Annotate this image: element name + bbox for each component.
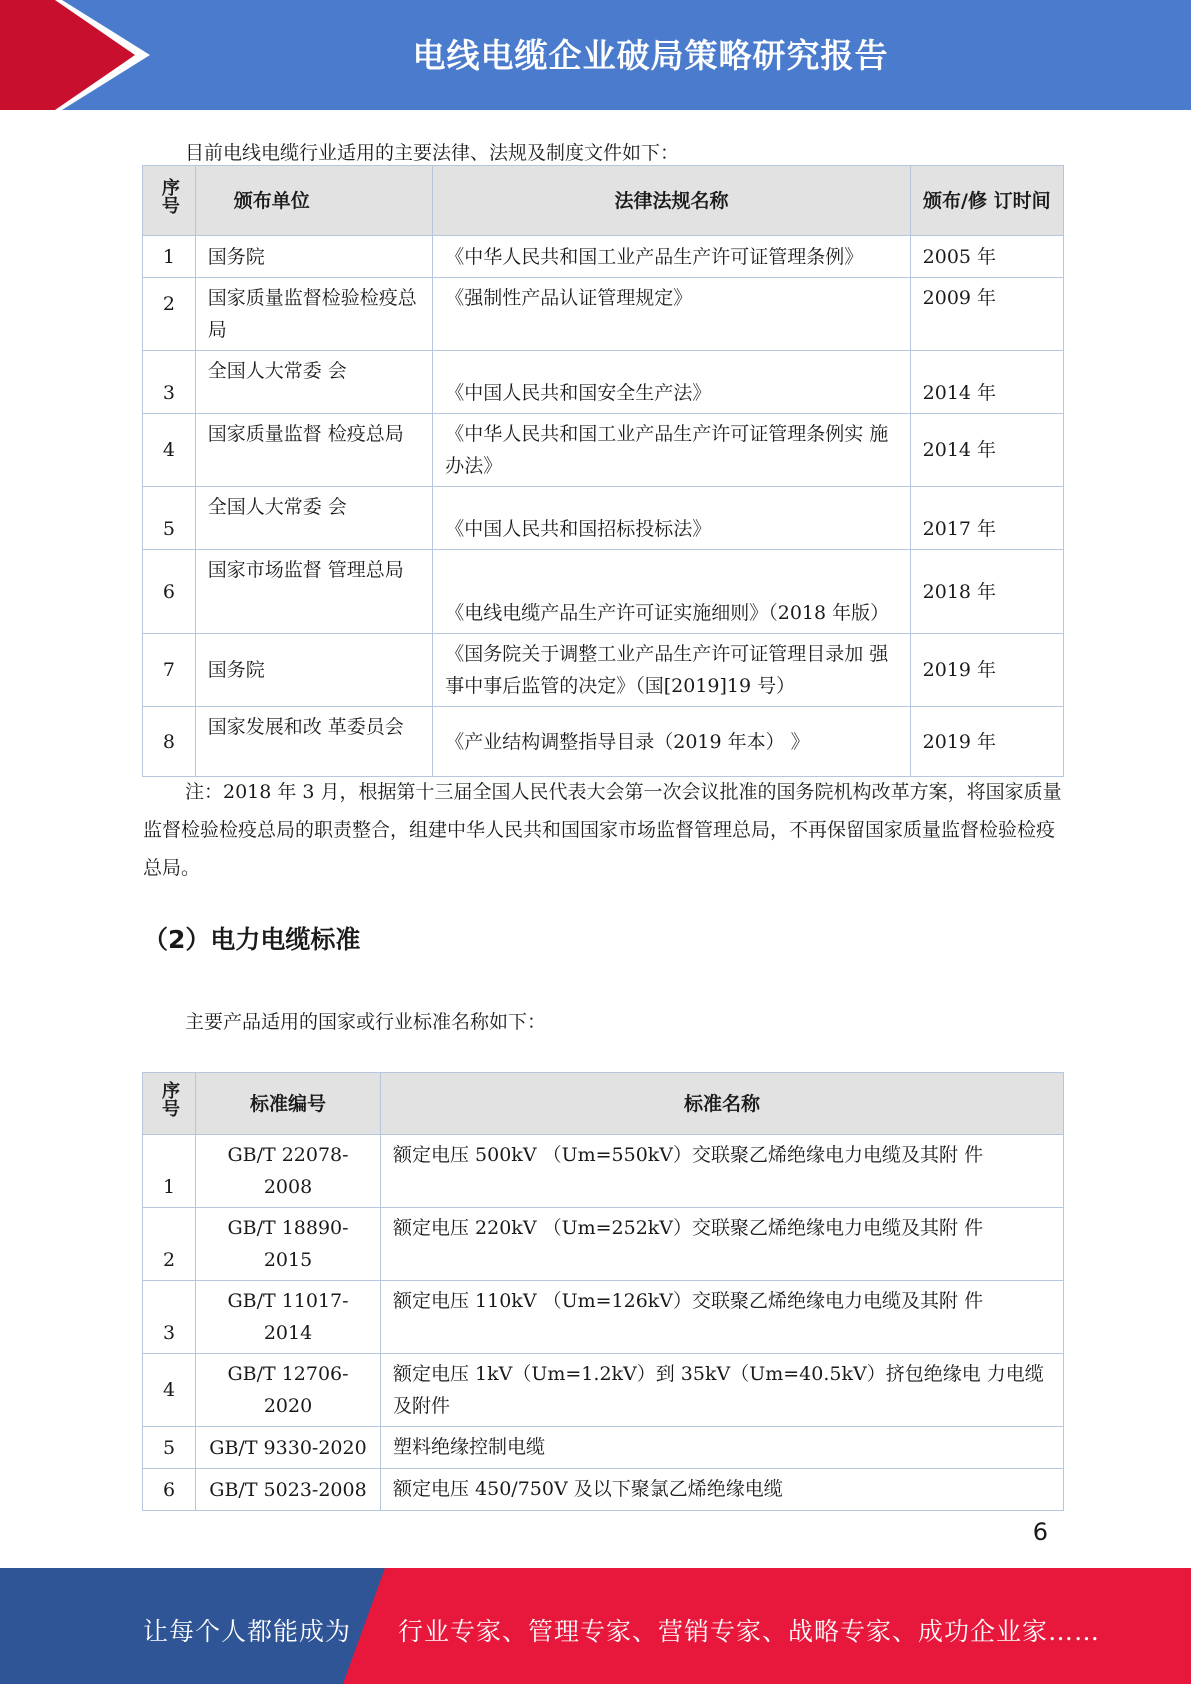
header-unit: 颁布单位 (195, 166, 433, 236)
restructuring-note: 注：2018 年 3 月，根据第十三届全国人民代表大会第一次会议批准的国务院机构改革方案，将国家质量监督检验检疫总局的职责整合，组建中华人民共和国国家市场监督管理总局，不再保留国家质量监督检验检疫总局。 (143, 781, 1062, 879)
header-standard-name: 标准名称 (381, 1073, 1064, 1135)
table-row: 1 GB/T 22078-2008 额定电压 500kV （Um=550kV）交联聚乙烯绝缘电力电缆及其附 件 (143, 1135, 1064, 1208)
header-standard-code: 标准编号 (196, 1073, 381, 1135)
table-header-row (143, 1073, 1064, 1135)
report-title: 电线电缆企业破局策略研究报告 (412, 36, 889, 75)
table-row: 7 国务院 《国务院关于调整工业产品生产许可证管理目录加 强事中事后监管的决定》（国[2019]19 号） 2019 年 (143, 634, 1064, 707)
standards-intro: 主要产品适用的国家或行业标准名称如下： (185, 1011, 547, 1033)
header-law-name: 法律法规名称 (433, 166, 910, 236)
table-header-row (143, 166, 1064, 236)
table-row: 6 国家市场监督 管理总局 《电线电缆产品生产许可证实施细则》（2018 年版） 2018 年 (143, 550, 1064, 634)
footer-slogan-right: 行业专家、管理专家、营销专家、战略专家、成功企业家…… (398, 1617, 1101, 1646)
table-row: 5 GB/T 9330-2020 塑料绝缘控制电缆 (143, 1427, 1064, 1469)
table-row: 2 国家质量监督检验检疫总局 《强制性产品认证管理规定》 2009 年 (143, 278, 1064, 351)
header-year: 颁布/修 订时间 (910, 166, 1063, 236)
table-row: 6 GB/T 5023-2008 额定电压 450/750V 及以下聚氯乙烯绝缘电缆 (143, 1469, 1064, 1511)
laws-intro: 目前电线电缆行业适用的主要法律、法规及制度文件如下： (185, 142, 680, 164)
laws-table (142, 165, 1064, 777)
section-title: （2）电力电缆标准 (143, 925, 361, 954)
header-band (0, 0, 1191, 110)
table-row: 4 国家质量监督 检疫总局 《中华人民共和国工业产品生产许可证管理条例实 施办法》 2014 年 (143, 414, 1064, 487)
table-row: 3 GB/T 11017-2014 额定电压 110kV （Um=126kV）交联聚乙烯绝缘电力电缆及其附 件 (143, 1281, 1064, 1354)
header-no: 序号 (143, 166, 196, 236)
standards-table (142, 1072, 1064, 1511)
table-row: 5 全国人大常委 会 《中国人民共和国招标投标法》 2017 年 (143, 487, 1064, 550)
table-row: 2 GB/T 18890-2015 额定电压 220kV （Um=252kV）交联聚乙烯绝缘电力电缆及其附 件 (143, 1208, 1064, 1281)
page-number: 6 (1032, 1518, 1048, 1546)
footer-band (0, 1568, 1191, 1684)
header-no: 序号 (143, 1073, 196, 1135)
table-row: 1 国务院 《中华人民共和国工业产品生产许可证管理条例》 2005 年 (143, 236, 1064, 278)
table-row: 4 GB/T 12706-2020 额定电压 1kV（Um=1.2kV）到 35kV（Um=40.5kV）挤包绝缘电 力电缆及附件 (143, 1354, 1064, 1427)
table-row: 8 国家发展和改 革委员会 《产业结构调整指导目录（2019 年本） 》 2019 年 (143, 707, 1064, 777)
footer-slogan-left: 让每个人都能成为 (143, 1617, 352, 1646)
table-row: 3 全国人大常委 会 《中国人民共和国安全生产法》 2014 年 (143, 351, 1064, 414)
